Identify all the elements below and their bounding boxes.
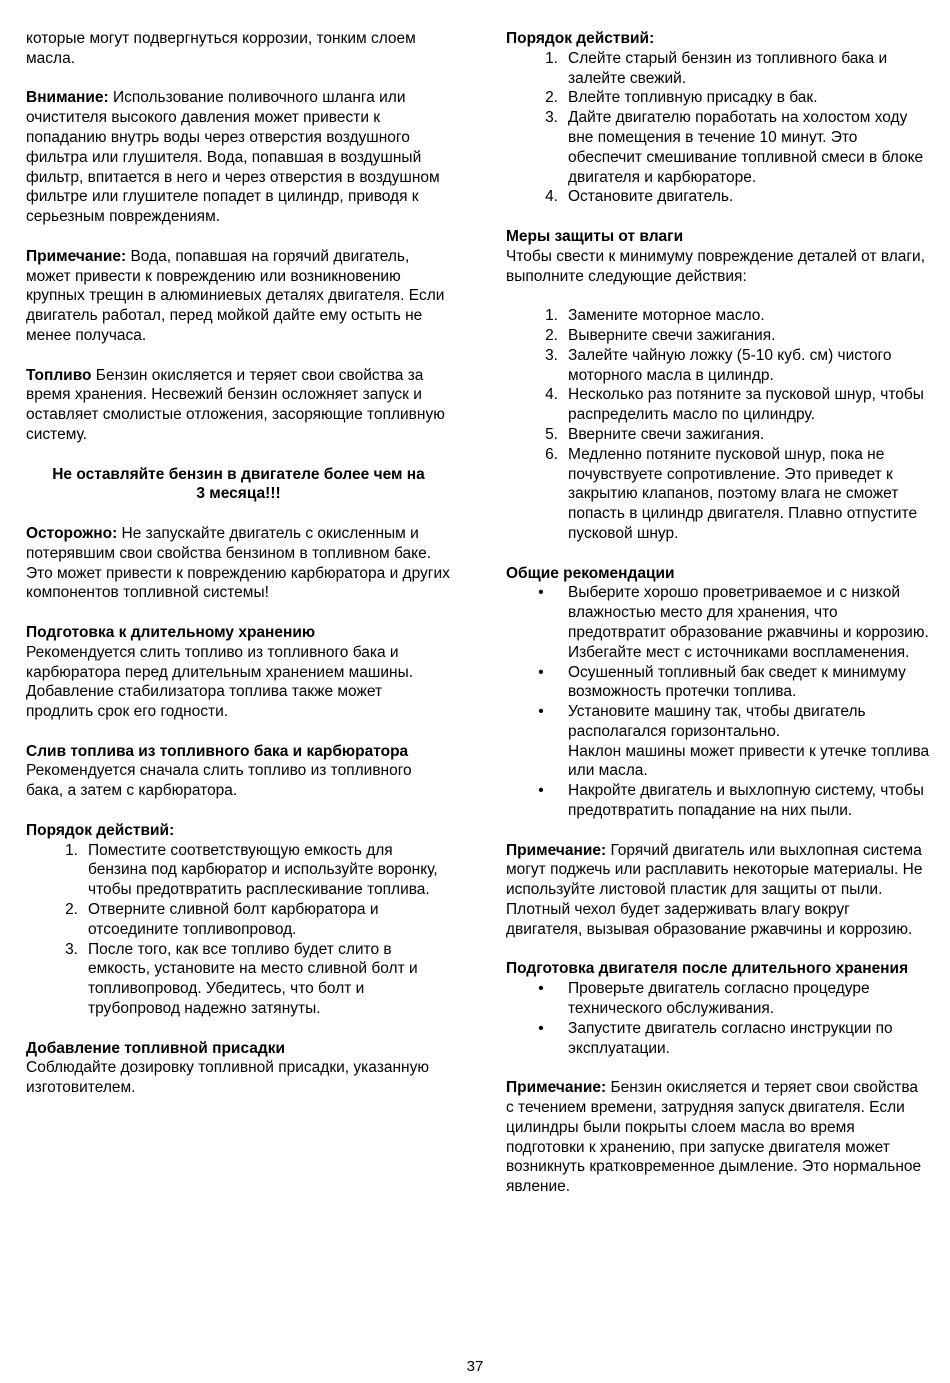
- note-text: Горячий двигатель или выхлопная система могут поджечь или расплавить некоторые материалы. Не используйте листовой пластик для защиты от пыли. Плотный чехол будет задерживать влагу вокруг двигателя, вызывая образование ржавчины и коррозию.: [506, 841, 923, 938]
- list-item: [506, 306, 930, 326]
- note-paragraph: [506, 841, 930, 940]
- list-item: [506, 108, 930, 187]
- list-item-text: Дайте двигателю поработать на холостом ходу вне помещения в течение 10 минут. Это обеспечит смешивание топливной смеси в блоке двигателя и карбюраторе.: [568, 109, 924, 186]
- list-item: [506, 49, 930, 89]
- drain-text: Рекомендуется сначала слить топливо из топливного бака, а затем с карбюратора.: [26, 762, 412, 800]
- moisture-text: Чтобы свести к минимуму повреждение деталей от влаги, выполните следующие действия:: [506, 247, 926, 285]
- bullet-icon: •: [538, 1019, 544, 1037]
- list-item-text: Остановите двигатель.: [568, 188, 734, 206]
- warning-label: Внимание:: [26, 89, 109, 107]
- list-item: [506, 702, 930, 781]
- list-item: [506, 88, 930, 108]
- note-text: Бензин окисляется и теряет свои свойства с течением времени, затрудняя запуск двигателя. Если цилиндры были покрыты слоем масла во время подготовки к хранению, при запуске двигателя может возникнуть кратковременное дымление. Это нормальное явление.: [506, 1079, 922, 1196]
- list-item-text: Проверьте двигатель согласно процедуре технического обслуживания.: [568, 980, 870, 1018]
- warning-text: Использование поливочного шланга или очистителя высокого давления может привести к попаданию внутрь воды через отверстия воздушного фильтра или глушителя. Вода, попавшая в воздушный фильтр, впитается в него и через отверстия в воздушном фильтре или глушителе попадет в цилиндр, приводя к серьезным повреждениям.: [26, 89, 440, 226]
- list-item-text: Запустите двигатель согласно инструкции по эксплуатации.: [568, 1019, 893, 1057]
- list-number: 2.: [545, 326, 558, 344]
- general-heading: Общие рекомендации: [506, 564, 675, 582]
- list-item-text: Вверните свечи зажигания.: [568, 425, 765, 443]
- note-text: Вода, попавшая на горячий двигатель, может привести к повреждению или возникновению крупных трещин в алюминиевых деталях двигателя. Если двигатель работал, перед мойкой дайте ему остыть не менее получаса.: [26, 247, 445, 344]
- note-label: Примечание:: [26, 247, 127, 265]
- list-item-text: Слейте старый бензин из топливного бака и залейте свежий.: [568, 49, 888, 87]
- bullet-icon: •: [538, 663, 544, 681]
- note-paragraph: [26, 247, 451, 346]
- drain-heading: Слив топлива из топливного бака и карбюратора: [26, 742, 409, 760]
- list-item: [506, 781, 930, 821]
- list-number: 1.: [545, 49, 558, 67]
- list-item-text: Несколько раз потяните за пусковой шнур, чтобы распределить масло по цилиндру.: [568, 386, 924, 424]
- left-column: [26, 29, 451, 1098]
- drain-steps-list: [26, 841, 451, 1019]
- list-item-text: Замените моторное масло.: [568, 307, 765, 325]
- list-item-text: После того, как все топливо будет слито в емкость, установите на место сливной болт и топливопровод. Убедитесь, что болт и трубопровод надежно затянуты.: [88, 940, 418, 1018]
- list-number: 4.: [545, 386, 558, 404]
- after-storage-heading: Подготовка двигателя после длительного хранения: [506, 960, 909, 978]
- list-item: [506, 445, 930, 544]
- list-number: 4.: [545, 188, 558, 206]
- page-number: 37: [466, 1358, 484, 1375]
- list-item: [26, 841, 451, 900]
- warning-paragraph: [26, 88, 451, 227]
- list-item-text: Отверните сливной болт карбюратора и отсоедините топливопровод.: [88, 901, 379, 938]
- list-number: 6.: [545, 445, 558, 463]
- list-item-text: Накройте двигатель и выхлопную систему, чтобы предотвратить попадание на них пыли.: [568, 782, 924, 820]
- caution-paragraph: [26, 524, 451, 603]
- list-number: 2.: [545, 89, 558, 107]
- list-item: [26, 900, 451, 940]
- moisture-steps-list: [506, 306, 930, 544]
- moisture-heading: Меры защиты от влаги: [506, 227, 684, 245]
- intro-text: которые могут подвергнуться коррозии, тонким слоем масла.: [26, 30, 416, 67]
- list-item-extra-text: Наклон машины может привести к утечке топлива или масла.: [568, 742, 930, 780]
- list-item: [506, 583, 930, 662]
- storage-prep-heading: Подготовка к длительному хранению: [26, 623, 316, 641]
- list-item: [26, 940, 451, 1019]
- fuel-text: Бензин окисляется и теряет свои свойства за время хранения. Несвежий бензин осложняет запуск и оставляет смолистые отложения, засоряющие топливную систему.: [26, 366, 445, 443]
- list-item: [506, 346, 930, 386]
- list-item: [506, 425, 930, 445]
- bullet-icon: •: [538, 980, 544, 998]
- list-item-text: Поместите соответствующую емкость для бензина под карбюратор и используйте воронку, чтобы предотвратить расплескивание топлива.: [88, 841, 438, 899]
- additive-heading: Добавление топливной присадки: [26, 1039, 285, 1057]
- list-number: 3.: [65, 940, 78, 958]
- general-bullet-list: [506, 583, 930, 821]
- list-item: [506, 187, 930, 207]
- list-item-text: Влейте топливную присадку в бак.: [568, 89, 818, 107]
- list-number: 3.: [545, 109, 558, 127]
- note-label: Примечание:: [506, 841, 607, 859]
- bullet-icon: •: [538, 782, 544, 800]
- fuel-warning-line-2: 3 месяца!!!: [196, 485, 281, 503]
- note-paragraph: [506, 1078, 930, 1197]
- list-item-text: Осушенный топливный бак сведет к минимуму возможность протечки топлива.: [568, 663, 906, 701]
- bullet-icon: •: [538, 703, 544, 721]
- storage-prep-text: Рекомендуется слить топливо из топливного бака и карбюратора перед длительным хранением машины. Добавление стабилизатора топлива также может продлить срок его годности.: [26, 643, 414, 721]
- list-number: 5.: [545, 425, 558, 443]
- list-number: 2.: [65, 901, 78, 919]
- list-item-text: Выверните свечи зажигания.: [568, 326, 776, 344]
- bullet-icon: •: [538, 584, 544, 602]
- caution-text: Не запускайте двигатель с окисленным и потерявшим свои свойства бензином в топливном баке. Это может привести к повреждению карбюратора и других компонентов топливной системы!: [26, 524, 450, 602]
- additive-steps-list: [506, 49, 930, 207]
- note-label: Примечание:: [506, 1079, 607, 1097]
- fuel-warning-line-1: Не оставляйте бензин в двигателе более чем на: [52, 465, 425, 483]
- fuel-label: Топливо: [26, 366, 92, 384]
- list-item: [506, 1019, 930, 1059]
- list-number: 1.: [545, 307, 558, 325]
- list-item-text: Медленно потяните пусковой шнур, пока не почувствуете сопротивление. Это приведет к закрытию клапанов, поэтому влага не сможет попасть в цилиндр двигателя. Плавно отпустите пусковой шнур.: [568, 445, 918, 542]
- fuel-paragraph: [26, 366, 451, 445]
- list-number: 3.: [545, 346, 558, 364]
- list-item: [506, 663, 930, 703]
- right-column: [506, 29, 930, 1197]
- procedure-heading: Порядок действий:: [26, 821, 175, 839]
- list-item-text: Выберите хорошо проветриваемое и с низкой влажностью место для хранения, что предотвратит образование ржавчины и коррозию. Избегайте мест с источниками воспламенения.: [568, 584, 929, 661]
- list-number: 1.: [65, 841, 78, 859]
- after-storage-bullet-list: [506, 979, 930, 1058]
- additive-text: Соблюдайте дозировку топливной присадки, указанную изготовителем.: [26, 1059, 429, 1097]
- list-item: [506, 979, 930, 1019]
- procedure-heading: Порядок действий:: [506, 30, 655, 47]
- list-item-text: Залейте чайную ложку (5-10 куб. см) чистого моторного масла в цилиндр.: [568, 346, 892, 384]
- caution-label: Осторожно:: [26, 524, 118, 542]
- list-item: [506, 385, 930, 425]
- list-item-text: Установите машину так, чтобы двигатель располагался горизонтально.: [568, 703, 866, 740]
- list-item: [506, 326, 930, 346]
